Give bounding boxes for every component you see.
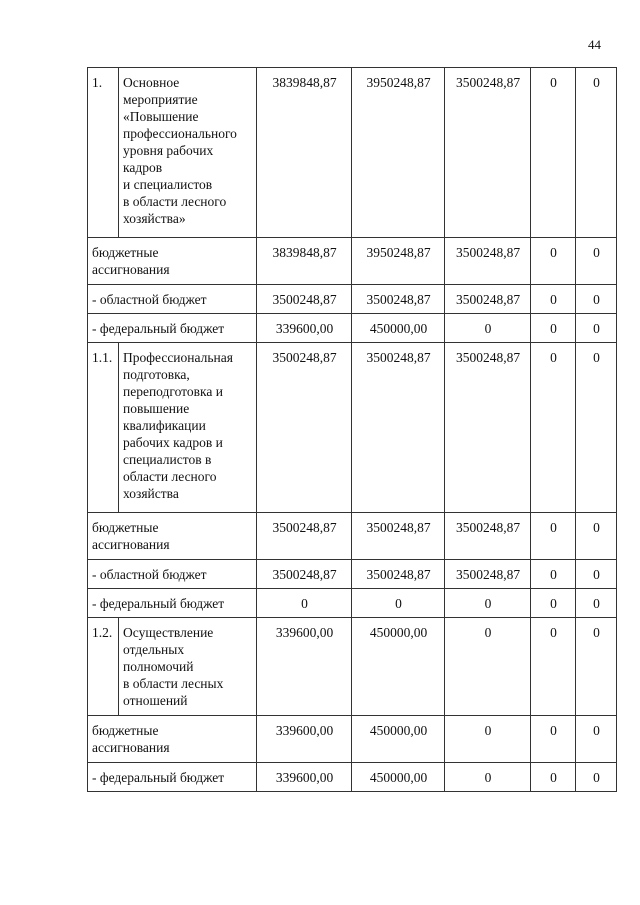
- value-cell: 0: [576, 513, 617, 560]
- value-cell: 0: [576, 716, 617, 763]
- value-cell: 3500248,87: [445, 68, 531, 238]
- value-cell: 450000,00: [352, 716, 445, 763]
- table-row: [88, 618, 617, 716]
- value-cell: 3500248,87: [257, 285, 352, 314]
- value-cell: 0: [445, 716, 531, 763]
- value-cell: 0: [576, 589, 617, 618]
- value-cell: 0: [576, 314, 617, 343]
- value-cell: 3500248,87: [445, 343, 531, 513]
- value-cell: 0: [531, 68, 576, 238]
- value-cell: 339600,00: [257, 618, 352, 716]
- value-cell: 0: [531, 314, 576, 343]
- value-cell: 3500248,87: [352, 285, 445, 314]
- row-label: бюджетные ассигнования: [88, 238, 257, 285]
- value-cell: 0: [531, 513, 576, 560]
- value-cell: 0: [531, 589, 576, 618]
- item-index: 1.2.: [88, 618, 119, 716]
- value-cell: 3500248,87: [257, 343, 352, 513]
- table-row: [88, 560, 617, 589]
- value-cell: 339600,00: [257, 314, 352, 343]
- row-label: бюджетные ассигнования: [88, 513, 257, 560]
- value-cell: 3950248,87: [352, 238, 445, 285]
- value-cell: 0: [445, 589, 531, 618]
- value-cell: 3500248,87: [445, 238, 531, 285]
- table-row: [88, 285, 617, 314]
- value-cell: 0: [576, 618, 617, 716]
- row-label: - областной бюджет: [88, 560, 257, 589]
- table-row: [88, 589, 617, 618]
- item-name: Осуществление отдельных полномочий в области лесных отношений: [119, 618, 257, 716]
- table-row: [88, 68, 617, 238]
- value-cell: 3500248,87: [352, 560, 445, 589]
- value-cell: 3500248,87: [257, 513, 352, 560]
- value-cell: 3500248,87: [445, 285, 531, 314]
- table-row: [88, 238, 617, 285]
- value-cell: 0: [531, 285, 576, 314]
- value-cell: 3839848,87: [257, 68, 352, 238]
- value-cell: 0: [531, 618, 576, 716]
- row-label: бюджетные ассигнования: [88, 716, 257, 763]
- value-cell: 0: [445, 314, 531, 343]
- value-cell: 0: [576, 285, 617, 314]
- value-cell: 0: [576, 238, 617, 285]
- value-cell: 0: [576, 763, 617, 792]
- row-label: - федеральный бюджет: [88, 589, 257, 618]
- value-cell: 450000,00: [352, 763, 445, 792]
- value-cell: 3500248,87: [445, 560, 531, 589]
- value-cell: 0: [576, 560, 617, 589]
- table-row: [88, 343, 617, 513]
- table-row: [88, 314, 617, 343]
- value-cell: 0: [445, 763, 531, 792]
- row-label: - федеральный бюджет: [88, 763, 257, 792]
- row-label: - федеральный бюджет: [88, 314, 257, 343]
- item-name: Профессиональная подготовка, переподготовка и повышение квалификации рабочих кадров и специалистов в области лесного хозяйства: [119, 343, 257, 513]
- item-index: 1.: [88, 68, 119, 238]
- row-label: - областной бюджет: [88, 285, 257, 314]
- item-index: 1.1.: [88, 343, 119, 513]
- item-name: Основное мероприятие «Повышение профессионального уровня рабочих кадров и специалистов в области лесного хозяйства»: [119, 68, 257, 238]
- value-cell: 0: [531, 560, 576, 589]
- value-cell: 3500248,87: [352, 343, 445, 513]
- table-row: [88, 763, 617, 792]
- value-cell: 3950248,87: [352, 68, 445, 238]
- value-cell: 0: [576, 68, 617, 238]
- value-cell: 3839848,87: [257, 238, 352, 285]
- value-cell: 3500248,87: [352, 513, 445, 560]
- value-cell: 0: [352, 589, 445, 618]
- table-row: [88, 716, 617, 763]
- value-cell: 450000,00: [352, 618, 445, 716]
- value-cell: 0: [445, 618, 531, 716]
- value-cell: 0: [531, 238, 576, 285]
- value-cell: 0: [257, 589, 352, 618]
- value-cell: 0: [531, 763, 576, 792]
- value-cell: 3500248,87: [257, 560, 352, 589]
- value-cell: 0: [531, 716, 576, 763]
- value-cell: 339600,00: [257, 763, 352, 792]
- table-row: [88, 513, 617, 560]
- budget-table: [87, 67, 617, 792]
- value-cell: 0: [531, 343, 576, 513]
- page-number: 44: [588, 37, 601, 52]
- value-cell: 3500248,87: [445, 513, 531, 560]
- value-cell: 339600,00: [257, 716, 352, 763]
- value-cell: 0: [576, 343, 617, 513]
- value-cell: 450000,00: [352, 314, 445, 343]
